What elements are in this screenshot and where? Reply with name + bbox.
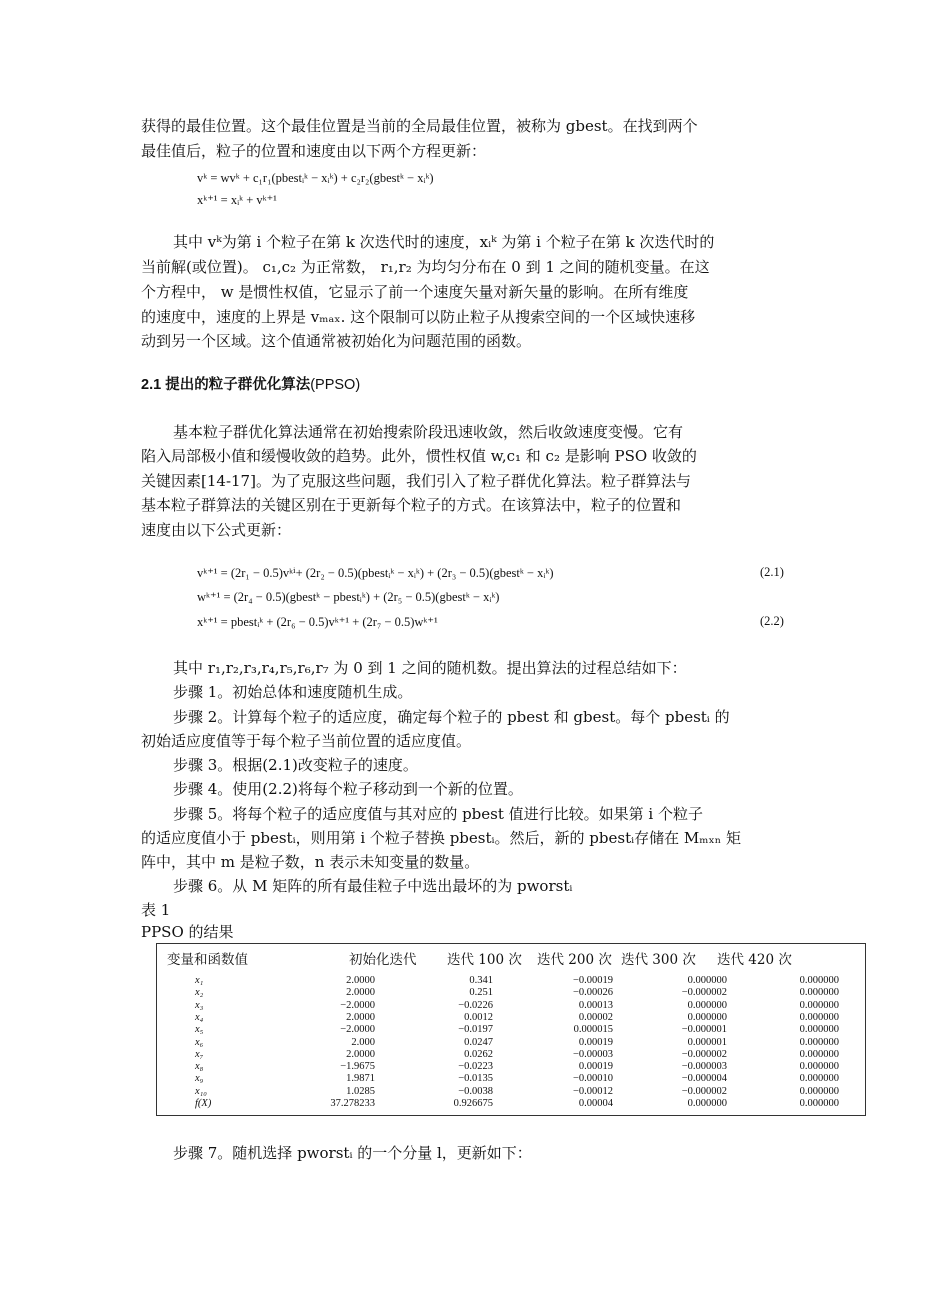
table-row-label: x₁ bbox=[195, 975, 204, 986]
explain-line-1: 其中 vᵏ为第 i 个粒子在第 k 次迭代时的速度，xᵢᵏ 为第 i 个粒子在第 k 次迭代时的 bbox=[173, 233, 715, 251]
table-row-label: x₁₀ bbox=[195, 1085, 207, 1097]
table-row-label: x₄ bbox=[195, 1011, 204, 1023]
table-cell: 0.000000 bbox=[799, 999, 839, 1011]
table-row bbox=[157, 987, 865, 999]
step-2-b: 初始适应度值等于每个粒子当前位置的适应度值。 bbox=[141, 732, 472, 750]
table-row-label: x₃ bbox=[195, 999, 204, 1011]
table-cell: 0.000000 bbox=[687, 975, 727, 986]
equation-velocity: vᵏ = wvᵏ + c₁r₁(pbestᵢᵏ − xᵢᵏ) + c₂r₂(gbestᵏ − xᵢᵏ) bbox=[197, 171, 434, 185]
table-row bbox=[157, 975, 865, 987]
table-row bbox=[157, 1037, 865, 1049]
step-7: 步骤 7。随机选择 pworstᵢ 的一个分量 l，更新如下： bbox=[173, 1144, 532, 1162]
table-row-label: x₆ bbox=[195, 1036, 204, 1048]
table-row bbox=[157, 1098, 865, 1110]
intro-line-2: 最佳值后，粒子的位置和速度由以下两个方程更新： bbox=[141, 142, 487, 160]
step-5-c: 阵中，其中 m 是粒子数，n 表示未知变量的数量。 bbox=[141, 853, 480, 871]
table-cell: 0.00019 bbox=[578, 1036, 613, 1048]
table-row-label: x₅ bbox=[195, 1024, 204, 1036]
step-1: 步骤 1。初始总体和速度随机生成。 bbox=[173, 683, 413, 701]
table-cell: 0.000000 bbox=[687, 1098, 727, 1109]
table-caption-title: PPSO 的结果 bbox=[141, 923, 234, 941]
table-cell: 37.278233 bbox=[330, 1098, 375, 1109]
table-cell: 0.000000 bbox=[799, 1048, 839, 1060]
table-cell: 2.0000 bbox=[346, 1048, 375, 1060]
equation-number-2-2: (2.2) bbox=[760, 614, 784, 628]
table-header: 迭代 100 次 bbox=[447, 952, 522, 968]
table-cell: 0.00019 bbox=[578, 1061, 613, 1073]
table-row bbox=[157, 1061, 865, 1073]
table-row bbox=[157, 1086, 865, 1098]
table-cell: −0.00010 bbox=[572, 1073, 613, 1085]
equation-inertia: wᵏ⁺¹ = (2r₄ − 0.5)(gbestᵏ − pbestᵢᵏ) + (2r₅ − 0.5)(gbestᵏ − xᵢᵏ) bbox=[197, 590, 500, 604]
table-cell: −0.0135 bbox=[458, 1073, 493, 1085]
table-cell: −0.000003 bbox=[681, 1061, 727, 1073]
basic-line-5: 速度由以下公式更新： bbox=[141, 521, 292, 539]
table-header: 迭代 200 次 bbox=[537, 952, 612, 968]
table-cell: −1.9675 bbox=[340, 1061, 375, 1073]
table-cell: 0.0262 bbox=[464, 1048, 493, 1060]
table-cell: 0.000000 bbox=[799, 1061, 839, 1073]
table-cell: 2.0000 bbox=[346, 1011, 375, 1023]
equation-2-2: xᵏ⁺¹ = pbestᵢᵏ + (2r₆ − 0.5)vᵏ⁺¹ + (2r₇ − 0.5)wᵏ⁺¹ bbox=[197, 615, 438, 629]
basic-line-4: 基本粒子群算法的关键区别在于更新每个粒子的方式。在该算法中，粒子的位置和 bbox=[141, 496, 682, 514]
table-cell: 0.000000 bbox=[799, 1073, 839, 1085]
table-cell: −0.000002 bbox=[681, 987, 727, 999]
section-heading bbox=[141, 373, 360, 394]
table-cell: −0.0226 bbox=[458, 999, 493, 1011]
table-cell: 1.9871 bbox=[346, 1073, 375, 1085]
section-title: 提出的粒子群优化算法 bbox=[165, 377, 311, 393]
table-cell: 0.251 bbox=[469, 987, 493, 999]
table-cell: 0.926675 bbox=[453, 1098, 493, 1109]
table-cell: −0.000004 bbox=[681, 1073, 727, 1085]
table-cell: −0.000001 bbox=[681, 1024, 727, 1036]
table-row bbox=[157, 1000, 865, 1012]
table-cell: 0.000000 bbox=[799, 975, 839, 986]
basic-line-3: 关键因素[14-17]。为了克服这些问题，我们引入了粒子群优化算法。粒子群算法与 bbox=[141, 472, 691, 490]
table-header: 迭代 300 次 bbox=[621, 952, 696, 968]
intro-line-1: 获得的最佳位置。这个最佳位置是当前的全局最佳位置，被称为 gbest。在找到两个 bbox=[141, 117, 698, 135]
explain-line-3: 个方程中， w 是惯性权值，它显示了前一个速度矢量对新矢量的影响。在所有维度 bbox=[141, 283, 689, 301]
table-cell: 0.000000 bbox=[799, 1036, 839, 1048]
table-cell: 0.00013 bbox=[578, 999, 613, 1011]
table-cell: −0.00026 bbox=[572, 987, 613, 999]
table-row bbox=[157, 1024, 865, 1036]
table-header: 变量和函数值 bbox=[167, 952, 248, 968]
basic-line-1: 基本粒子群优化算法通常在初始搜索阶段迅速收敛，然后收敛速度变慢。它有 bbox=[173, 423, 684, 441]
table-cell: 0.341 bbox=[469, 975, 493, 986]
steps-intro: 其中 r₁,r₂,r₃,r₄,r₅,r₆,r₇ 为 0 到 1 之间的随机数。提出算法的过程总结如下： bbox=[173, 659, 687, 677]
table-row bbox=[157, 1012, 865, 1024]
step-2-a: 步骤 2。计算每个粒子的适应度，确定每个粒子的 pbest 和 gbest。每个 pbestᵢ 的 bbox=[173, 708, 730, 726]
table-cell: −0.000002 bbox=[681, 1085, 727, 1097]
table-cell: 0.0012 bbox=[464, 1011, 493, 1023]
explain-line-4: 的速度中，速度的上界是 vₘₐₓ. 这个限制可以防止粒子从搜索空间的一个区域快速移 bbox=[141, 308, 696, 326]
table-row-label: x₈ bbox=[195, 1061, 204, 1073]
table-caption-number: 表 1 bbox=[141, 901, 171, 919]
table-header: 初始化迭代 bbox=[349, 952, 417, 968]
section-abbr: (PPSO) bbox=[310, 377, 361, 393]
table-cell: −2.0000 bbox=[340, 999, 375, 1011]
table-cell: 0.000000 bbox=[799, 1085, 839, 1097]
equation-position: xᵏ⁺¹ = xᵢᵏ + vᵏ⁺¹ bbox=[197, 193, 277, 207]
table-cell: 2.0000 bbox=[346, 987, 375, 999]
table-cell: 2.0000 bbox=[346, 975, 375, 986]
explain-line-5: 动到另一个区域。这个值通常被初始化为问题范围的函数。 bbox=[141, 332, 532, 350]
results-table bbox=[156, 943, 866, 1116]
table-cell: −0.00012 bbox=[572, 1085, 613, 1097]
table-row bbox=[157, 1073, 865, 1085]
equation-2-1: vᵏ⁺¹ = (2r₁ − 0.5)vᵏⁱ+ (2r₂ − 0.5)(pbestᵢᵏ − xᵢᵏ) + (2r₃ − 0.5)(gbestᵏ − xᵢᵏ) bbox=[197, 566, 554, 580]
table-row bbox=[157, 1049, 865, 1061]
table-cell: 0.0247 bbox=[464, 1036, 493, 1048]
step-5-b: 的适应度值小于 pbestᵢ，则用第 i 个粒子替换 pbestᵢ。然后，新的 pbestᵢ存储在 Mₘₓₙ 矩 bbox=[141, 829, 742, 847]
table-cell: 0.000001 bbox=[687, 1036, 727, 1048]
table-cell: −0.00019 bbox=[572, 975, 613, 986]
step-6: 步骤 6。从 M 矩阵的所有最佳粒子中选出最坏的为 pworstᵢ bbox=[173, 877, 573, 895]
table-cell: 1.0285 bbox=[346, 1085, 375, 1097]
table-cell: −0.0197 bbox=[458, 1024, 493, 1036]
table-row-label: x₇ bbox=[195, 1048, 204, 1060]
table-cell: 0.000000 bbox=[799, 987, 839, 999]
explain-line-2: 当前解(或位置)。 c₁,c₂ 为正常数， r₁,r₂ 为均匀分布在 0 到 1 之间的随机变量。在这 bbox=[141, 258, 710, 276]
table-cell: 0.000000 bbox=[687, 1011, 727, 1023]
table-cell: 0.000000 bbox=[799, 1024, 839, 1036]
step-5-a: 步骤 5。将每个粒子的适应度值与其对应的 pbest 值进行比较。如果第 i 个粒子 bbox=[173, 805, 703, 823]
table-row-label: x₉ bbox=[195, 1073, 204, 1085]
table-row-label: f(X) bbox=[195, 1098, 212, 1109]
table-cell: −0.0038 bbox=[458, 1085, 493, 1097]
table-cell: −0.000002 bbox=[681, 1048, 727, 1060]
table-cell: −2.0000 bbox=[340, 1024, 375, 1036]
table-cell: −0.00003 bbox=[572, 1048, 613, 1060]
table-cell: 0.000015 bbox=[573, 1024, 613, 1036]
table-cell: 0.000000 bbox=[799, 1011, 839, 1023]
table-header: 迭代 420 次 bbox=[717, 952, 792, 968]
table-cell: 0.000000 bbox=[687, 999, 727, 1011]
table-cell: 2.000 bbox=[351, 1036, 375, 1048]
table-row-label: x₂ bbox=[195, 987, 204, 999]
step-3: 步骤 3。根据(2.1)改变粒子的速度。 bbox=[173, 756, 418, 774]
table-cell: 0.000000 bbox=[799, 1098, 839, 1109]
equation-number-2-1: (2.1) bbox=[760, 565, 784, 579]
table-cell: 0.00004 bbox=[578, 1098, 613, 1109]
basic-line-2: 陷入局部极小值和缓慢收敛的趋势。此外，惯性权值 w,c₁ 和 c₂ 是影响 PSO 收敛的 bbox=[141, 447, 697, 465]
section-number: 2.1 bbox=[141, 377, 162, 393]
table-cell: 0.00002 bbox=[578, 1011, 613, 1023]
step-4: 步骤 4。使用(2.2)将每个粒子移动到一个新的位置。 bbox=[173, 780, 523, 798]
table-cell: −0.0223 bbox=[458, 1061, 493, 1073]
